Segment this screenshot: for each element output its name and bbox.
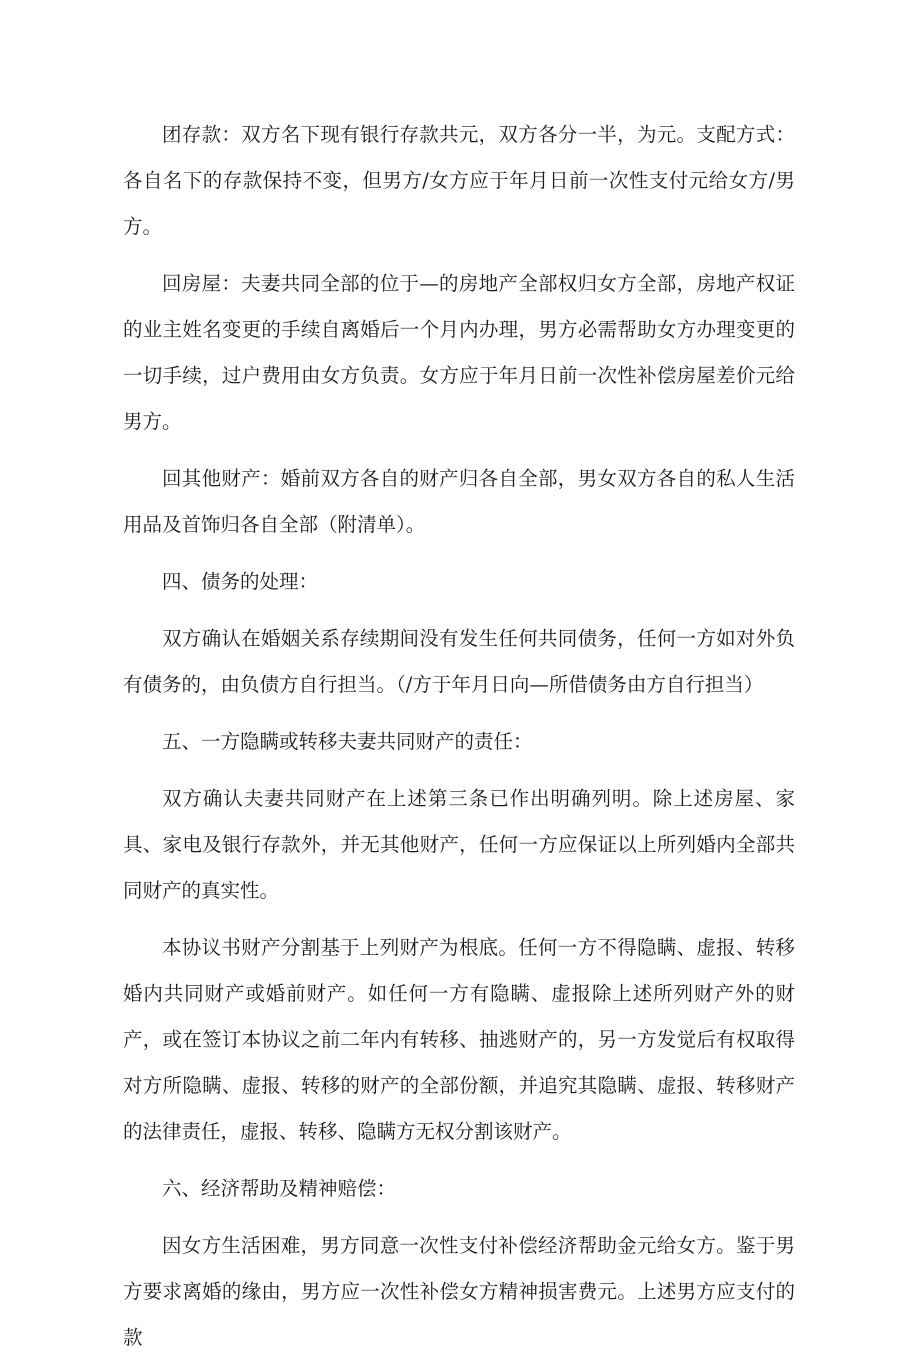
paragraph-deposits: 团存款：双方名下现有银行存款共元，双方各分一半，为元。支配方式：各自名下的存款保持不变，但男方/女方应于年月日前一次性支付元给女方/男方。 bbox=[123, 123, 795, 238]
section-heading-debts: 四、债务的处理： bbox=[162, 570, 319, 593]
section-heading-compensation: 六、经济帮助及精神赔偿： bbox=[162, 1177, 397, 1200]
paragraph-compensation: 因女方生活困难，男方同意一次性支付补偿经济帮助金元给女方。鉴于男方要求离婚的缘由，男方应一次性补偿女方精神损害费元。上述男方应支付的款 bbox=[123, 1234, 795, 1349]
section-heading-concealment: 五、一方隐瞒或转移夫妻共同财产的责任： bbox=[162, 730, 533, 753]
paragraph-other-property: 回其他财产：婚前双方各自的财产归各自全部，男女双方各自的私人生活用品及首饰归各自全部（附清单）。 bbox=[123, 467, 795, 536]
document-body bbox=[123, 112, 795, 1372]
paragraph-debts: 双方确认在婚姻关系存续期间没有发生任何共同债务，任何一方如对外负有债务的，由负债方自行担当。（/方于年月日向—所借债务由方自行担当） bbox=[123, 627, 795, 696]
paragraph-house: 回房屋：夫妻共同全部的位于—的房地产全部权归女方全部，房地产权证的业主姓名变更的手续自离婚后一个月内办理，男方必需帮助女方办理变更的一切手续，过户费用由女方负责。女方应于年月日前一次性补偿房屋差价元给男方。 bbox=[123, 272, 795, 433]
paragraph-concealment-liability: 本协议书财产分割基于上列财产为根底。任何一方不得隐瞒、虚报、转移婚内共同财产或婚前财产。如任何一方有隐瞒、虚报除上述所列财产外的财产，或在签订本协议之前二年内有转移、抽逃财产的，另一方发觉后有权取得对方所隐瞒、虚报、转移的财产的全部份额，并追究其隐瞒、虚报、转移财产的法律责任，虚报、转移、隐瞒方无权分割该财产。 bbox=[123, 936, 795, 1143]
paragraph-property-confirmation: 双方确认夫妻共同财产在上述第三条已作出明确列明。除上述房屋、家具、家电及银行存款外，并无其他财产，任何一方应保证以上所列婚内全部共同财产的真实性。 bbox=[123, 787, 795, 902]
